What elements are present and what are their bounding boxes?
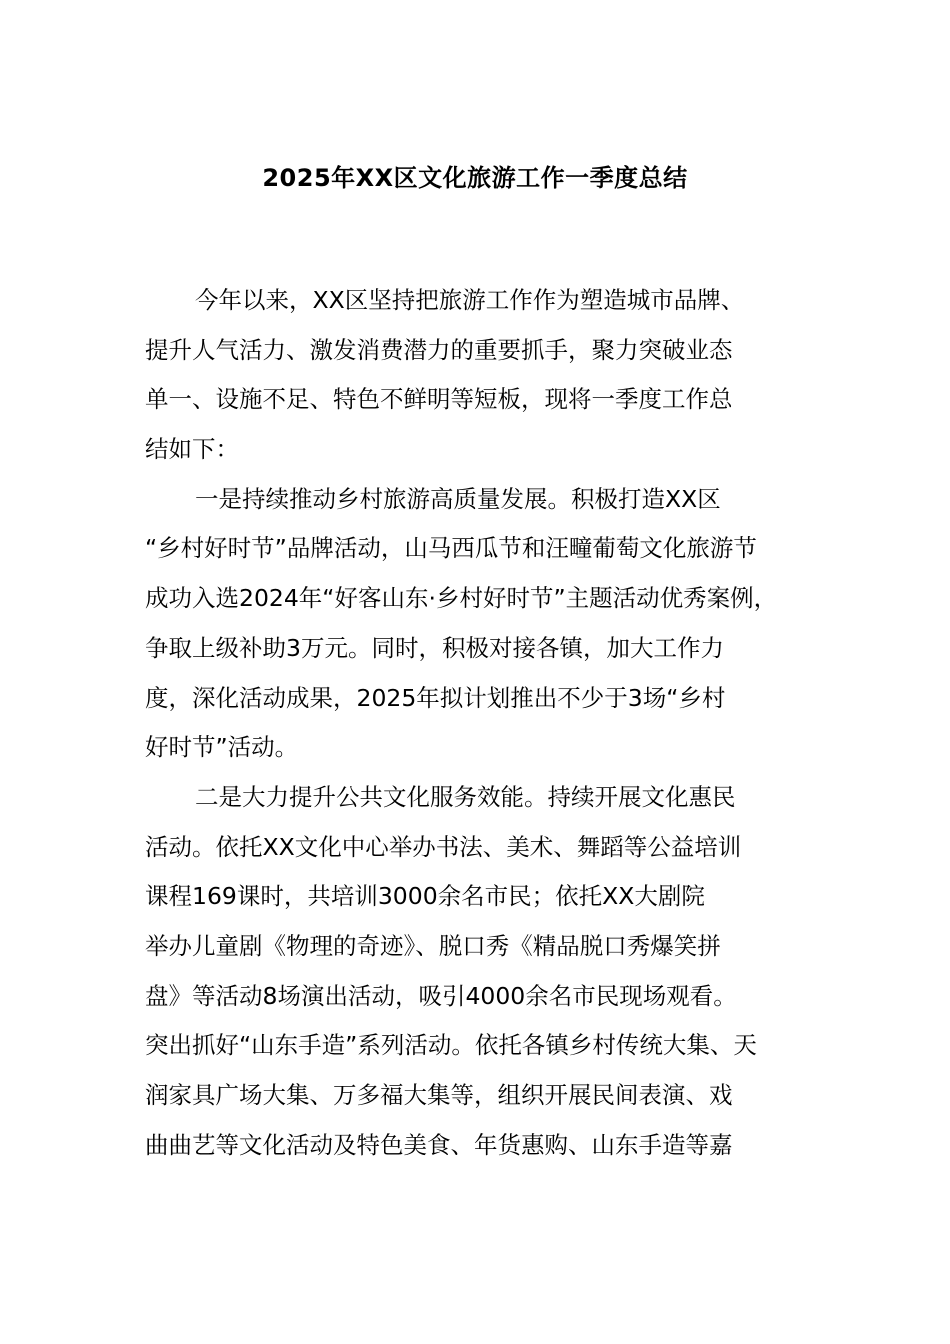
paragraph-1-line-2: 提升人气活力、激发消费潜力的重要抓手，聚力突破业态 — [145, 335, 733, 364]
document-title: 2025年XX区文化旅游工作一季度总结 — [262, 164, 688, 192]
paragraph-2-line-2: “乡村好时节”品牌活动，山马西瓜节和汪疃葡萄文化旅游节 — [145, 534, 757, 563]
paragraph-2-line-4: 争取上级补助3万元。同时，积极对接各镇，加大工作力 — [145, 633, 724, 662]
paragraph-3-line-7: 润家具广场大集、万多福大集等，组织开展民间表演、戏 — [145, 1081, 733, 1109]
paragraph-2-line-5: 度，深化活动成果，2025年拟计划推出不少于3场“乡村 — [145, 683, 726, 712]
paragraph-1-line-4: 结如下： — [145, 435, 239, 464]
paragraph-2-line-6: 好时节”活动。 — [145, 733, 299, 762]
paragraph-1-line-3: 单一、设施不足、特色不鲜明等短板，现将一季度工作总 — [145, 385, 733, 414]
paragraph-3-line-4: 举办儿童剧《物理的奇迹》、脱口秀《精品脱口秀爆笑拼 — [145, 931, 721, 960]
paragraph-2-line-1: 一是持续推动乡村旅游高质量发展。积极打造XX区 — [195, 484, 721, 513]
paragraph-3-line-2: 活动。依托XX文化中心举办书法、美术、舞蹈等公益培训 — [145, 832, 742, 861]
document-body — [145, 276, 833, 1170]
paragraph-3-line-1: 二是大力提升公共文化服务效能。持续开展文化惠民 — [195, 782, 736, 811]
paragraph-3-line-3: 课程169课时，共培训3000余名市民；依托XX大剧院 — [145, 882, 705, 911]
paragraph-1-line-1: 今年以来，XX区坚持把旅游工作作为塑造城市品牌、 — [195, 286, 745, 314]
paragraph-3-line-8: 曲曲艺等文化活动及特色美食、年货惠购、山东手造等嘉 — [145, 1130, 733, 1159]
paragraph-3-line-5: 盘》等活动8场演出活动，吸引4000余名市民现场观看。 — [145, 981, 737, 1010]
paragraph-2-line-3: 成功入选2024年“好客山东·乡村好时节”主题活动优秀案例， — [145, 584, 778, 613]
paragraph-3-line-6: 突出抓好“山东手造”系列活动。依托各镇乡村传统大集、天 — [145, 1031, 757, 1060]
